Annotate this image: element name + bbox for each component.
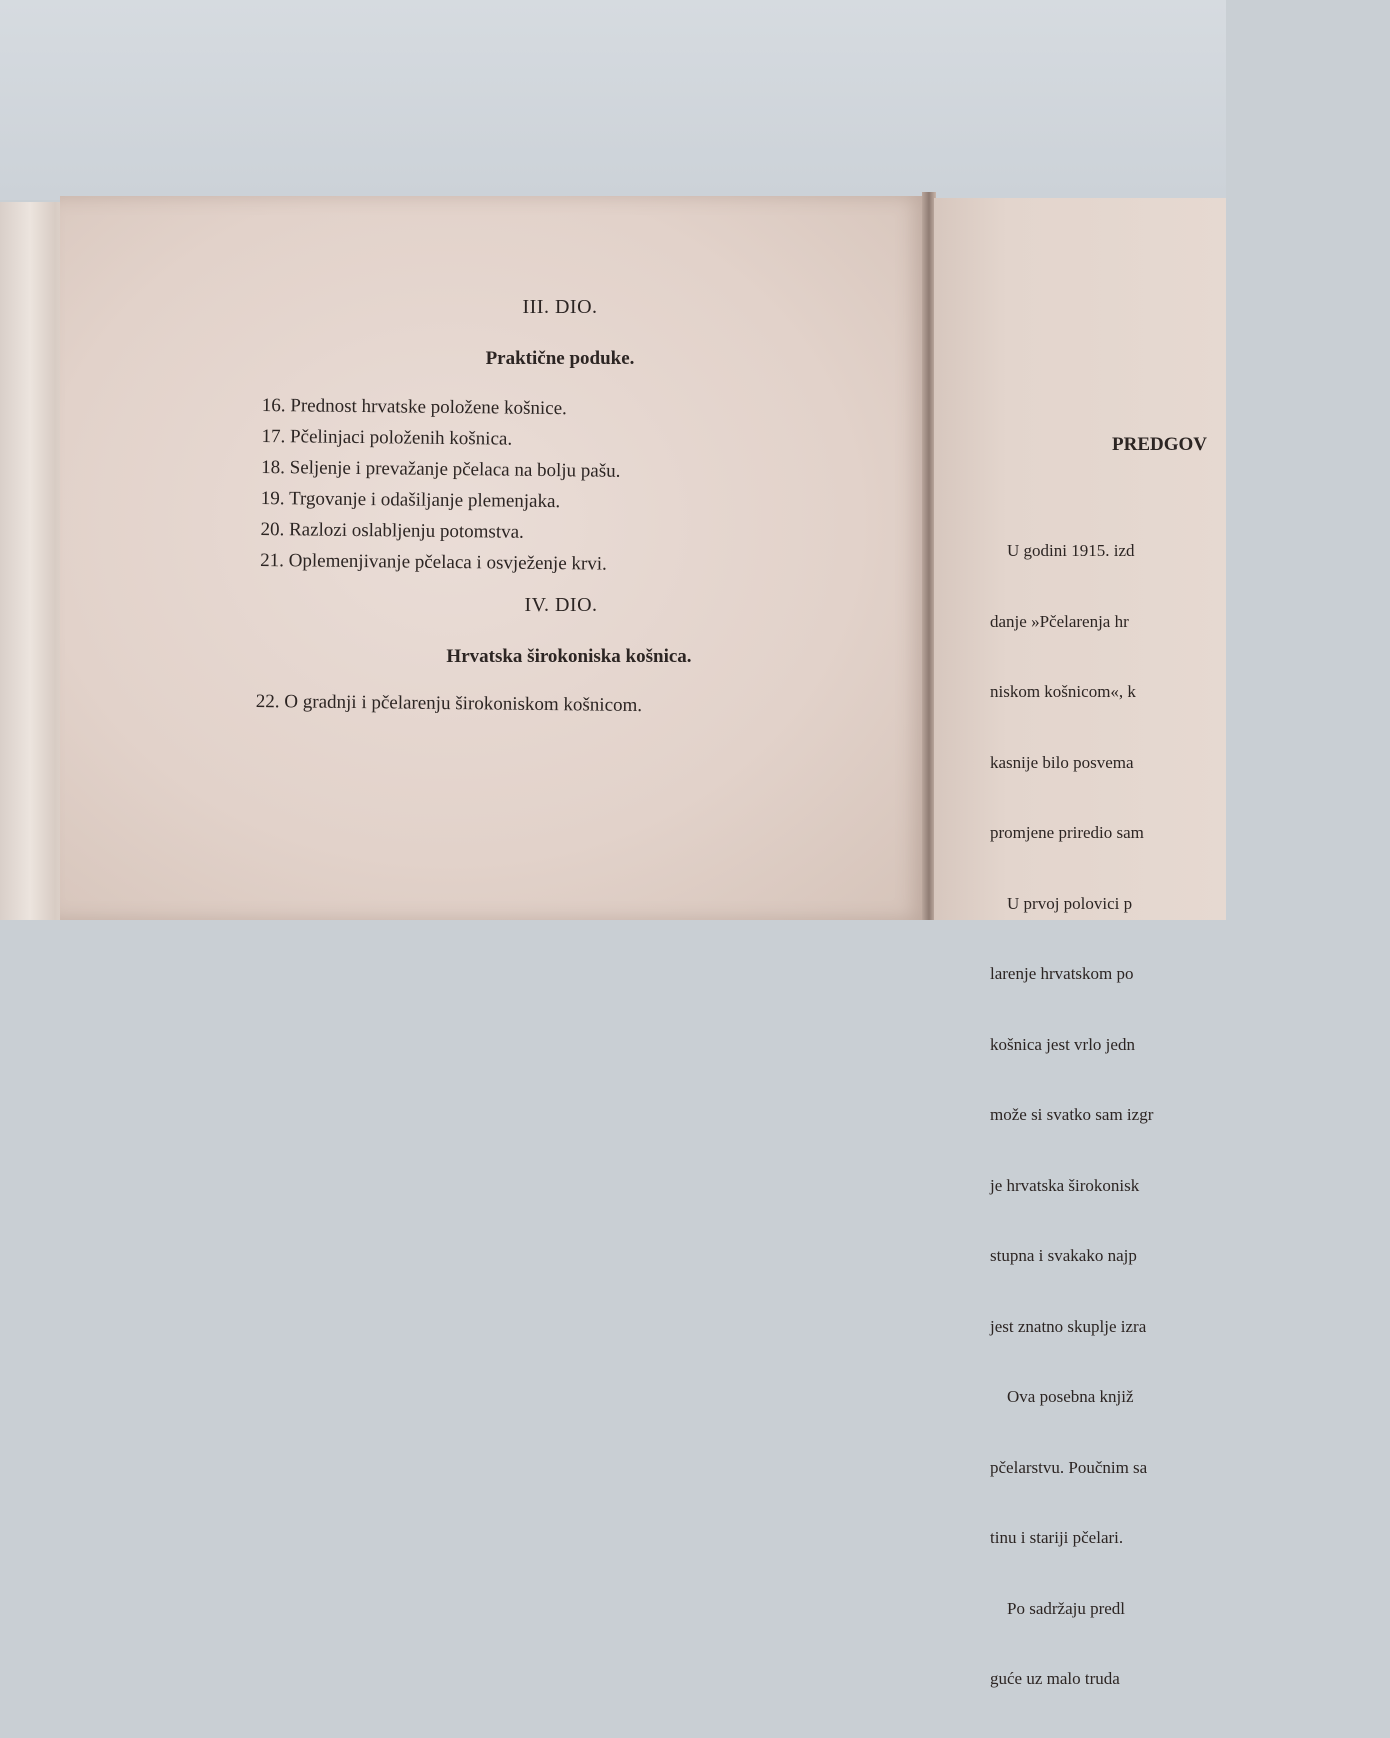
open-book: [0, 188, 1226, 1688]
list-item: 21. Oplemenjivanje pčelaca i osvježenje krvi.: [260, 549, 607, 575]
list-item: 22. O gradnji i pčelarenju širokoniskom košnicom.: [255, 690, 643, 717]
text-line: Ova posebna knjiž: [990, 1387, 1134, 1406]
list-item: 17. Pčelinjaci položenih košnica.: [261, 425, 513, 450]
background-wall: [0, 0, 1226, 200]
text-line: niskom košnicom«, k: [990, 682, 1136, 701]
text-line: Po sadržaju predl: [990, 1598, 1126, 1618]
text-line: promjene priredio sam: [990, 823, 1144, 842]
part-iv-list: [256, 686, 643, 721]
right-page-text: [990, 492, 1390, 1738]
text-line: tinu i stariji pčelari.: [990, 1528, 1124, 1547]
text-line: košnica jest vrlo jedn: [990, 1034, 1135, 1054]
part-iv-title: Hrvatska širokoniska košnica.: [446, 646, 692, 667]
list-item: 19. Trgovanje i odašiljanje plemenjaka.: [260, 487, 561, 513]
right-page: [934, 198, 1226, 1688]
part-iii-list: [260, 390, 621, 580]
list-item: 16. Prednost hrvatske položene košnice.: [261, 394, 567, 420]
text-line: larenje hrvatskom po: [990, 964, 1134, 983]
text-line: danje »Pčelarenja hr: [990, 611, 1129, 631]
part-iv-heading: IV. DIO.: [524, 594, 598, 616]
text-line: pčelarstvu. Poučnim sa: [990, 1457, 1148, 1477]
text-line: je hrvatska širokonisk: [990, 1175, 1140, 1195]
list-item: 18. Seljenje i prevažanje pčelaca na bolju pašu.: [261, 456, 621, 482]
part-iii-heading: III. DIO.: [522, 296, 598, 318]
text-line: stupna i svakako najp: [990, 1246, 1137, 1265]
text-line: U prvoj polovici p: [990, 893, 1133, 913]
left-page: [60, 196, 928, 920]
right-page-title: PREDGOV: [1112, 434, 1207, 455]
text-line: U godini 1915. izd: [990, 541, 1135, 560]
text-line: jest znatno skuplje izra: [990, 1316, 1147, 1336]
part-iii-title: Praktične poduke.: [485, 348, 635, 369]
text-line: guće uz malo truda: [990, 1669, 1120, 1688]
list-item: 20. Razlozi oslabljenju potomstva.: [260, 518, 524, 543]
text-line: kasnije bilo posvema: [990, 752, 1134, 772]
text-line: može si svatko sam izgr: [990, 1105, 1154, 1124]
